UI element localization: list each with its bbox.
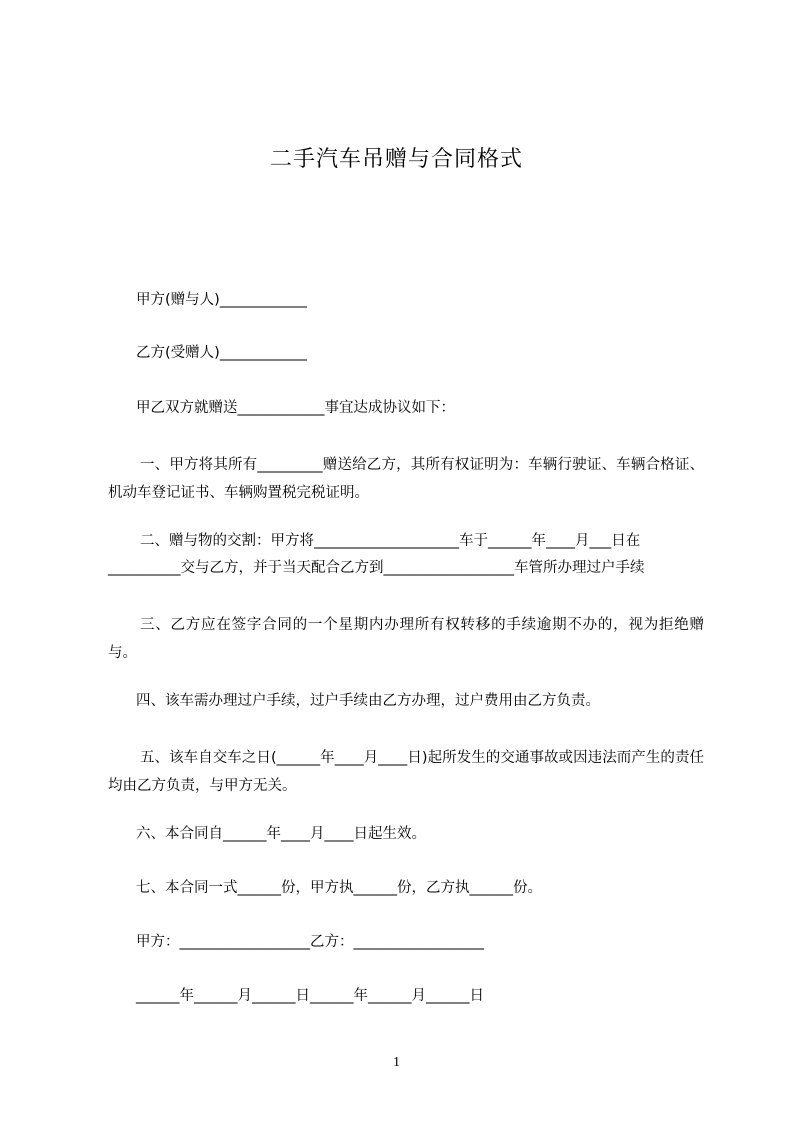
document-title: 二手汽车吊赠与合同格式 [269,147,523,172]
clause-2-line-1: 二、赠与物的交割：甲方将____________________车于______年____月___日在 [140,533,641,549]
clause-4: 四、该车需办理过户手续，过户手续由乙方办理，过户费用由乙方负责。 [136,693,600,709]
clause-3: 三、乙方应在签字合同的一个星期内办理所有权转移的手续逾期不办的，视为拒绝赠与。 [108,617,704,661]
clause-6: 六、本合同自______年____月____日起生效。 [136,826,426,842]
signature-line: 甲方：__________________乙方：__________________ [136,934,484,950]
date-line: ______年______月______日______年______月______日 [136,988,484,1004]
clause-5: 五、该车自交车之日(______年____月____日)起所发生的交通事故或因违法而产生的责任均由乙方负责，与甲方无关。 [108,750,704,794]
clause-7: 七、本合同一式______份，甲方执______份，乙方执______份。 [136,880,542,896]
clause-1: 一、甲方将其所有_________赠送给乙方，其所有权证明为：车辆行驶证、车辆合格证、机动车登记证书、车辆购置税完税证明。 [108,457,704,501]
party-b-line: 乙方(受赠人)____________ [136,345,307,361]
clause-2-line-2: __________交与乙方，并于当天配合乙方到__________________车管所办理过户手续 [108,560,645,576]
intro-line: 甲乙双方就赠送____________事宜达成协议如下： [136,400,455,416]
party-a-line: 甲方(赠与人)____________ [136,292,307,308]
page-number: 1 [393,1055,400,1070]
